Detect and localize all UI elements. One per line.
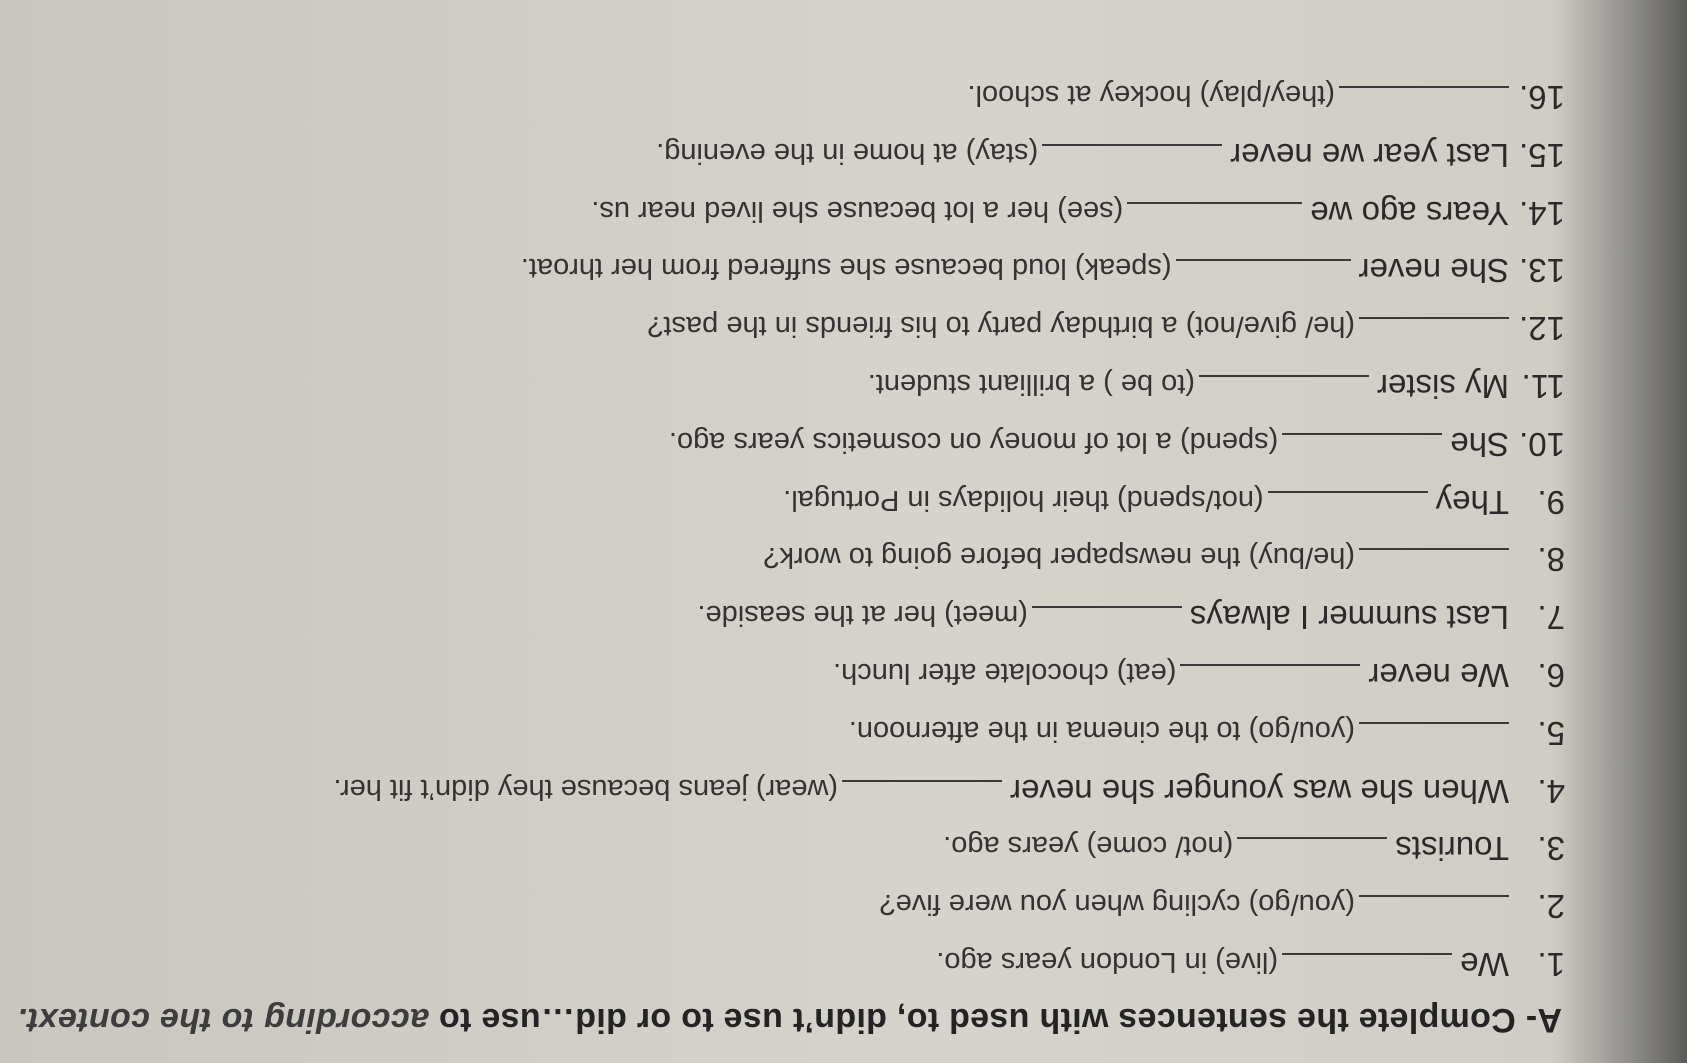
item-lead-text: She never: [1358, 252, 1509, 290]
item-number: 4.: [1537, 772, 1565, 810]
answer-blank[interactable]: [1180, 664, 1360, 690]
item-prompt-text: (meet) her at the seaside.: [697, 599, 1028, 632]
exercise-item: [647, 309, 1565, 347]
answer-blank[interactable]: [1127, 202, 1302, 228]
item-number: 6.: [1537, 657, 1565, 694]
item-prompt-text: (live) in London years ago.: [936, 946, 1279, 978]
answer-blank[interactable]: [1268, 491, 1428, 517]
answer-blank[interactable]: [1282, 953, 1452, 979]
item-prompt-text: (not/spend) their holidays in Portugal.: [783, 483, 1264, 516]
exercise-item: [936, 945, 1565, 983]
answer-blank[interactable]: [842, 780, 1002, 806]
item-lead-text: Last year we never: [1230, 136, 1509, 174]
exercise-item: [656, 136, 1565, 174]
item-lead-text: Years ago we: [1310, 194, 1509, 232]
item-prompt-text: (eat) chocolate after lunch.: [833, 657, 1177, 689]
item-number: 12.: [1519, 310, 1565, 348]
item-number: 15.: [1519, 136, 1565, 174]
item-lead-text: My sister: [1377, 368, 1509, 405]
answer-blank[interactable]: [1359, 317, 1509, 343]
answer-blank[interactable]: [1339, 86, 1509, 112]
answer-blank[interactable]: [1359, 895, 1509, 921]
item-number: 2.: [1537, 888, 1565, 926]
exercise-heading-tail: according to the context.: [17, 1001, 429, 1039]
exercise-item: [669, 425, 1565, 463]
exercise-item: [783, 483, 1565, 521]
item-prompt-text: (to be ) a brilliant student.: [867, 368, 1195, 400]
item-prompt-text: (they/play) hockey at school.: [967, 79, 1335, 111]
exercise-item: [833, 656, 1565, 694]
exercise-item: [943, 829, 1565, 867]
item-lead-text: We never: [1368, 657, 1509, 694]
answer-blank[interactable]: [1359, 548, 1509, 574]
item-number: 8.: [1537, 541, 1565, 579]
item-prompt-text: (he/ give/not) a birthday party to his friends in the past?: [647, 310, 1355, 343]
item-lead-text: She: [1450, 425, 1509, 463]
item-number: 5.: [1537, 714, 1565, 752]
item-number: 14.: [1519, 194, 1565, 232]
exercise-item: [763, 540, 1565, 578]
item-prompt-text: (speak) loud because she suffered from her throat.: [520, 252, 1172, 285]
answer-blank[interactable]: [1359, 722, 1509, 748]
item-prompt-text: (he/buy) the newspaper before going to work?: [763, 541, 1355, 574]
exercise-item: [868, 367, 1565, 405]
item-lead-text: Last summer I always: [1189, 599, 1509, 637]
item-lead-text: Tourists: [1395, 830, 1509, 868]
exercise-item: [967, 78, 1565, 116]
item-lead-text: When she was younger she never: [1010, 772, 1509, 810]
answer-blank[interactable]: [1237, 837, 1387, 863]
item-prompt-text: (you/go) to the cinema in the afternoon.: [848, 714, 1355, 747]
exercise-item: [697, 598, 1565, 636]
item-prompt-text: (you/go) cycling when you were five?: [879, 888, 1355, 921]
exercise-item: [849, 714, 1565, 752]
answer-blank[interactable]: [1176, 259, 1351, 285]
exercise-item: [333, 772, 1565, 810]
item-prompt-text: (see) her a lot because she lived near us.: [591, 194, 1124, 227]
answer-blank[interactable]: [1282, 433, 1442, 459]
item-number: 3.: [1537, 830, 1565, 868]
item-number: 7.: [1537, 599, 1565, 637]
item-number: 11.: [1521, 368, 1565, 405]
item-prompt-text: (wear) jeans because they didn’t fit her.: [333, 772, 839, 805]
exercise-heading: [17, 1000, 1562, 1039]
item-lead-text: We: [1460, 946, 1509, 983]
item-number: 1.: [1537, 946, 1565, 983]
item-prompt-text: (stay) at home in the evening.: [656, 136, 1039, 169]
item-number: 10.: [1519, 425, 1565, 463]
answer-blank[interactable]: [1032, 606, 1182, 632]
item-number: 9.: [1537, 483, 1565, 521]
item-lead-text: They: [1435, 483, 1509, 521]
answer-blank[interactable]: [1042, 144, 1222, 170]
answer-blank[interactable]: [1199, 375, 1369, 401]
item-prompt-text: (not/ come) years ago.: [943, 830, 1234, 863]
exercise-item: [521, 251, 1565, 289]
exercise-item: [591, 194, 1565, 232]
item-number: 16.: [1519, 79, 1565, 116]
item-prompt-text: (spend) a lot of money on cosmetics years ago.: [668, 425, 1279, 458]
exercise-heading-main: A- Complete the sentences with used to, didn’t use to or did…use to: [428, 1001, 1562, 1039]
exercise-item: [879, 887, 1565, 925]
item-number: 13.: [1519, 252, 1565, 290]
